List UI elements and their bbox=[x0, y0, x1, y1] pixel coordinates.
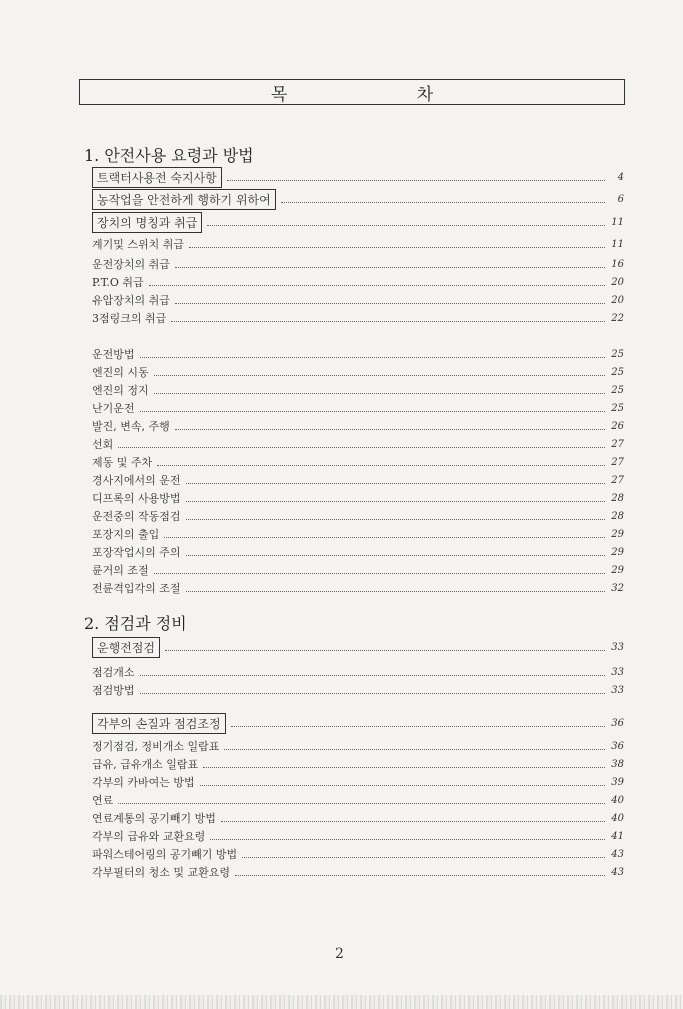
toc-leader-dots bbox=[140, 357, 605, 358]
toc-entry-page: 11 bbox=[611, 238, 624, 250]
toc-entry[interactable] bbox=[92, 399, 624, 417]
toc-entry-label: 제동 및 주차 bbox=[92, 456, 153, 469]
toc-leader-dots bbox=[221, 821, 605, 822]
toc-entry[interactable] bbox=[92, 525, 624, 543]
toc-entry-label: 경사지에서의 운전 bbox=[92, 474, 181, 487]
toc-entry-page: 20 bbox=[611, 276, 624, 288]
toc-entry-label: 연료 bbox=[92, 794, 114, 807]
toc-entry[interactable] bbox=[92, 827, 624, 845]
toc-entry-label: 전륜격입각의 조절 bbox=[92, 582, 181, 595]
toc-entry-page: 33 bbox=[611, 641, 624, 653]
toc-entry[interactable] bbox=[92, 345, 624, 363]
toc-leader-dots bbox=[175, 429, 605, 430]
toc-entry-label: 점검방법 bbox=[92, 684, 135, 697]
toc-entry-label: 선회 bbox=[92, 438, 114, 451]
toc-entry[interactable] bbox=[92, 663, 624, 681]
toc-leader-dots bbox=[175, 303, 605, 304]
toc-entry[interactable] bbox=[92, 291, 624, 309]
toc-leader-dots bbox=[165, 650, 605, 651]
toc-entry[interactable] bbox=[92, 791, 624, 809]
toc-entry[interactable] bbox=[92, 381, 624, 399]
toc-entry-page: 33 bbox=[611, 666, 624, 678]
toc-leader-dots bbox=[186, 519, 605, 520]
toc-entry-page: 27 bbox=[611, 474, 624, 486]
toc-leader-dots bbox=[154, 393, 605, 394]
toc-entry-label: 3점링크의 취급 bbox=[92, 312, 167, 325]
toc-entry-label: P.T.O 취급 bbox=[92, 276, 144, 289]
toc-entry[interactable] bbox=[92, 363, 624, 381]
toc-leader-dots bbox=[231, 726, 605, 727]
toc-entry-page: 25 bbox=[611, 348, 624, 360]
toc-entry-page: 25 bbox=[611, 366, 624, 378]
toc-leader-dots bbox=[242, 857, 605, 858]
toc-entry-label: 유압장치의 취급 bbox=[92, 294, 170, 307]
toc-entry-page: 40 bbox=[611, 794, 624, 806]
toc-entry-page: 29 bbox=[611, 546, 624, 558]
toc-leader-dots bbox=[186, 501, 605, 502]
toc-leader-dots bbox=[189, 247, 605, 248]
toc-entry-label: 각부필터의 청소 및 교환요령 bbox=[92, 866, 231, 879]
toc-leader-dots bbox=[164, 537, 605, 538]
toc-entry[interactable] bbox=[92, 190, 624, 208]
toc-entry-label: 정기점검, 정비개소 일람표 bbox=[92, 740, 220, 753]
toc-entry-page: 43 bbox=[611, 866, 624, 878]
toc-leader-dots bbox=[235, 875, 605, 876]
toc-leader-dots bbox=[281, 202, 605, 203]
toc-leader-dots bbox=[154, 573, 605, 574]
toc-entry[interactable] bbox=[92, 773, 624, 791]
page-number: 2 bbox=[335, 946, 344, 962]
toc-entry-label: 장치의 명칭과 취급 bbox=[92, 212, 202, 233]
toc-leader-dots bbox=[203, 767, 605, 768]
toc-leader-dots bbox=[186, 483, 605, 484]
toc-entry[interactable] bbox=[92, 638, 624, 656]
toc-leader-dots bbox=[200, 785, 605, 786]
toc-entry[interactable] bbox=[92, 863, 624, 881]
toc-entry-label: 연료계통의 공기빼기 방법 bbox=[92, 812, 216, 825]
toc-entry-label: 점검개소 bbox=[92, 666, 135, 679]
toc-leader-dots bbox=[186, 591, 605, 592]
toc-entry-page: 27 bbox=[611, 438, 624, 450]
toc-entry-page: 39 bbox=[611, 776, 624, 788]
toc-entry-page: 33 bbox=[611, 684, 624, 696]
toc-entry-page: 6 bbox=[617, 193, 624, 205]
toc-entry[interactable] bbox=[92, 235, 624, 253]
toc-leader-dots bbox=[154, 375, 605, 376]
toc-entry-label: 계기및 스위치 취급 bbox=[92, 238, 185, 251]
toc-entry-page: 36 bbox=[611, 740, 624, 752]
toc-entry-label: 운전방법 bbox=[92, 348, 135, 361]
toc-entry[interactable] bbox=[92, 561, 624, 579]
chapter-1-heading: 1. 안전사용 요령과 방법 bbox=[84, 146, 254, 165]
toc-entry-page: 29 bbox=[611, 528, 624, 540]
toc-entry-label: 디프록의 사용방법 bbox=[92, 492, 181, 505]
toc-entry[interactable] bbox=[92, 417, 624, 435]
toc-entry-page: 22 bbox=[611, 312, 624, 324]
toc-entry[interactable] bbox=[92, 845, 624, 863]
toc-entry-label: 운행전점검 bbox=[92, 637, 160, 658]
toc-entry[interactable] bbox=[92, 471, 624, 489]
toc-entry-page: 25 bbox=[611, 384, 624, 396]
toc-title-box bbox=[79, 79, 625, 105]
chapter-2-heading: 2. 점검과 정비 bbox=[84, 614, 187, 633]
toc-leader-dots bbox=[186, 555, 605, 556]
toc-entry-page: 41 bbox=[611, 830, 624, 842]
toc-entry-label: 륜거의 조절 bbox=[92, 564, 149, 577]
toc-entry-page: 28 bbox=[611, 492, 624, 504]
toc-entry[interactable] bbox=[92, 435, 624, 453]
toc-leader-dots bbox=[207, 225, 605, 226]
toc-leader-dots bbox=[157, 465, 605, 466]
toc-entry[interactable] bbox=[92, 737, 624, 755]
scan-edge bbox=[0, 995, 683, 1009]
toc-entry-label: 농작업을 안전하게 행하기 위하여 bbox=[92, 189, 276, 210]
toc-entry-page: 25 bbox=[611, 402, 624, 414]
toc-entry[interactable] bbox=[92, 543, 624, 561]
toc-entry-page: 40 bbox=[611, 812, 624, 824]
toc-leader-dots bbox=[175, 267, 605, 268]
toc-leader-dots bbox=[140, 693, 605, 694]
toc-entry[interactable] bbox=[92, 489, 624, 507]
toc-entry-label: 파워스테어링의 공기빼기 방법 bbox=[92, 848, 238, 861]
toc-entry[interactable] bbox=[92, 714, 624, 732]
toc-entry[interactable] bbox=[92, 273, 624, 291]
toc-entry-label: 각부의 손질과 점검조정 bbox=[92, 713, 226, 734]
toc-leader-dots bbox=[210, 839, 605, 840]
toc-entry-page: 20 bbox=[611, 294, 624, 306]
toc-entry[interactable] bbox=[92, 168, 624, 186]
toc-entry-page: 36 bbox=[611, 717, 624, 729]
toc-entry-page: 16 bbox=[611, 258, 624, 270]
toc-entry-label: 포장작업시의 주의 bbox=[92, 546, 181, 559]
toc-entry[interactable] bbox=[92, 507, 624, 525]
toc-leader-dots bbox=[227, 180, 605, 181]
toc-entry-label: 엔진의 시동 bbox=[92, 366, 149, 379]
toc-entry-page: 29 bbox=[611, 564, 624, 576]
toc-leader-dots bbox=[118, 803, 605, 804]
toc-entry-label: 운전장치의 취급 bbox=[92, 258, 170, 271]
toc-entry[interactable] bbox=[92, 809, 624, 827]
toc-entry-page: 26 bbox=[611, 420, 624, 432]
toc-leader-dots bbox=[171, 321, 605, 322]
toc-entry-page: 43 bbox=[611, 848, 624, 860]
toc-entry[interactable] bbox=[92, 309, 624, 327]
toc-leader-dots bbox=[140, 675, 605, 676]
toc-entry[interactable] bbox=[92, 213, 624, 231]
toc-entry-label: 발진, 변속, 주행 bbox=[92, 420, 170, 433]
toc-entry[interactable] bbox=[92, 453, 624, 471]
toc-entry-page: 32 bbox=[611, 582, 624, 594]
toc-entry[interactable] bbox=[92, 755, 624, 773]
toc-entry-page: 11 bbox=[611, 216, 624, 228]
toc-entry-label: 트랙터사용전 숙지사항 bbox=[92, 167, 222, 188]
toc-entry[interactable] bbox=[92, 255, 624, 273]
toc-entry-label: 포장지의 출입 bbox=[92, 528, 160, 541]
toc-entry-page: 27 bbox=[611, 456, 624, 468]
toc-entry-label: 각부의 카바여는 방법 bbox=[92, 776, 195, 789]
toc-entry-page: 28 bbox=[611, 510, 624, 522]
toc-entry-label: 난기운전 bbox=[92, 402, 135, 415]
toc-entry-page: 38 bbox=[611, 758, 624, 770]
toc-entry-label: 급유, 급유개소 일람표 bbox=[92, 758, 199, 771]
toc-entry-label: 운전중의 작동점검 bbox=[92, 510, 181, 523]
toc-leader-dots bbox=[118, 447, 605, 448]
toc-entry-page: 4 bbox=[617, 171, 624, 183]
toc-leader-dots bbox=[140, 411, 605, 412]
toc-entry-label: 엔진의 정지 bbox=[92, 384, 149, 397]
toc-entry-label: 각부의 급유와 교환요령 bbox=[92, 830, 206, 843]
toc-title: 목 차 bbox=[270, 84, 496, 105]
toc-entry[interactable] bbox=[92, 681, 624, 699]
toc-entry[interactable] bbox=[92, 579, 624, 597]
toc-leader-dots bbox=[224, 749, 605, 750]
toc-leader-dots bbox=[149, 285, 605, 286]
